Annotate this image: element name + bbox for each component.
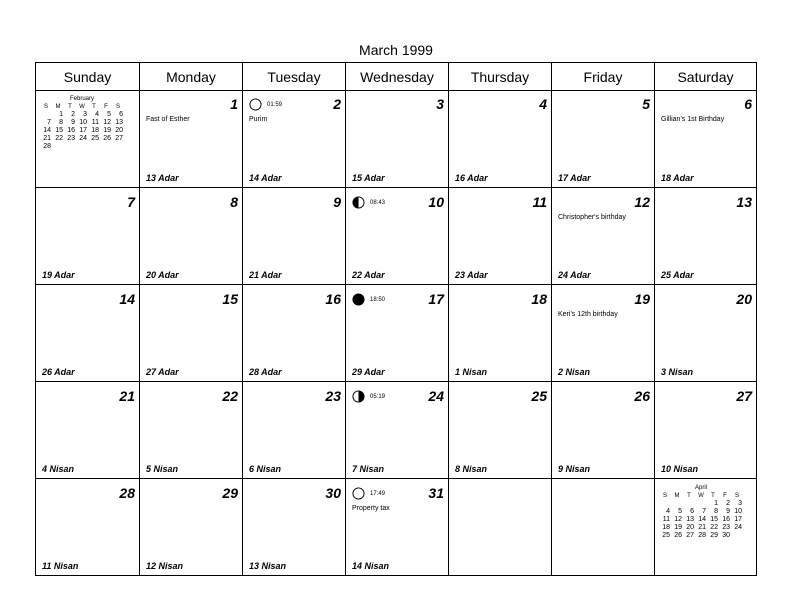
mini-calendar-february-day: 7 [47, 119, 51, 126]
mini-calendar-april-dow: W [698, 493, 704, 499]
mini-calendar-february-day: 28 [43, 143, 51, 150]
hebrew-date: 14 Adar [249, 173, 282, 183]
day-number: 2 [333, 96, 341, 112]
day-cell-11[interactable] [448, 187, 551, 284]
day-cell-13[interactable] [654, 187, 756, 284]
mini-calendar-february-dow: W [79, 104, 85, 110]
day-number: 26 [634, 388, 650, 404]
mini-calendar-april-day [695, 500, 707, 508]
mini-calendar-april-day: 16 [722, 516, 730, 523]
mini-calendar-february-day: 20 [115, 127, 123, 134]
day-number: 25 [531, 388, 547, 404]
hebrew-date: 19 Adar [42, 270, 75, 280]
day-cell-20[interactable] [654, 284, 756, 381]
weekday-header-row [36, 63, 756, 91]
day-cell-9[interactable] [242, 187, 345, 284]
mini-calendar-february-day: 4 [95, 111, 99, 118]
mini-calendar-april-day: 19 [674, 524, 682, 531]
mini-calendar-february-day: 17 [79, 127, 87, 134]
mini-calendar-february-day: 22 [55, 135, 63, 142]
day-number: 14 [119, 291, 135, 307]
moon-phase-time: 18:50 [370, 297, 386, 303]
hebrew-date: 10 Nisan [661, 464, 699, 474]
mini-calendar-april-day [659, 500, 671, 508]
day-number: 29 [222, 485, 238, 501]
mini-calendar-april-day: 21 [698, 524, 706, 531]
mini-calendar-february-dow: F [104, 104, 108, 110]
mini-calendar-february-day: 10 [79, 119, 87, 126]
mini-calendar-february-dow: T [92, 104, 96, 110]
mini-calendar-february-day [52, 143, 64, 151]
day-number: 27 [736, 388, 752, 404]
mini-calendar-april-day: 22 [710, 524, 718, 531]
hebrew-date: 18 Adar [661, 173, 694, 183]
day-number: 11 [532, 194, 547, 210]
full-moon-icon [352, 487, 365, 500]
hebrew-date: 2 Nisan [558, 367, 591, 377]
mini-calendar-february-day: 13 [115, 119, 123, 126]
weekday-header-friday: Friday [551, 63, 654, 90]
hebrew-date: 16 Adar [455, 173, 488, 183]
day-number: 17 [428, 291, 444, 307]
day-number: 20 [736, 291, 752, 307]
day-number: 18 [531, 291, 547, 307]
day-cell-31[interactable] [345, 478, 448, 575]
mini-calendar-april-day: 18 [662, 524, 670, 531]
hebrew-date: 8 Nisan [455, 464, 488, 474]
hebrew-date: 13 Nisan [249, 561, 287, 571]
mini-calendar-april-day: 17 [734, 516, 742, 523]
new-moon-icon [352, 293, 365, 306]
mini-calendar-april-day: 13 [686, 516, 694, 523]
empty-day-cell [448, 478, 551, 575]
mini-calendar-february-day: 3 [83, 111, 87, 118]
event-label[interactable]: Gillian's 1st Birthday [661, 116, 725, 123]
hebrew-date: 11 Nisan [42, 561, 79, 571]
mini-calendar-april-dow: T [687, 493, 691, 499]
day-cell-14[interactable] [36, 284, 139, 381]
empty-day-cell [36, 90, 139, 187]
day-number: 24 [428, 388, 444, 404]
empty-day-cell [551, 478, 654, 575]
day-number: 30 [325, 485, 341, 501]
day-cell-22[interactable] [139, 381, 242, 478]
mini-calendar-april-day: 29 [710, 532, 718, 539]
day-cell-24[interactable] [345, 381, 448, 478]
mini-calendar-april-day: 30 [722, 532, 730, 539]
weekday-header-sunday: Sunday [63, 69, 112, 85]
mini-calendar-february-day [40, 111, 52, 119]
day-number: 7 [127, 194, 135, 210]
mini-calendar-april-day: 6 [690, 508, 694, 515]
mini-calendar-april-day: 4 [666, 508, 670, 515]
first-quarter-moon-icon [352, 390, 365, 403]
day-cell-5[interactable] [551, 90, 654, 187]
day-cell-19[interactable] [551, 284, 654, 381]
mini-calendar-april-dow: F [723, 493, 727, 499]
mini-calendar-april-day: 2 [726, 500, 730, 507]
day-cell-4[interactable] [448, 90, 551, 187]
mini-calendar-april-day: 23 [722, 524, 730, 531]
moon-phase-time: 05:19 [370, 394, 386, 400]
mini-calendar-february-day [76, 143, 88, 151]
mini-calendar-february-day: 23 [67, 135, 75, 142]
hebrew-date: 5 Nisan [146, 464, 179, 474]
weekday-header-wednesday: Wednesday [345, 63, 448, 90]
weekday-header-thursday: Thursday [448, 63, 551, 90]
hebrew-date: 24 Adar [558, 270, 591, 280]
mini-calendar-february-day [100, 143, 112, 151]
mini-calendar-april-day [731, 532, 743, 540]
mini-calendar-february-day: 21 [43, 135, 51, 142]
day-number: 23 [325, 388, 341, 404]
event-label[interactable]: Christopher's birthday [558, 214, 626, 221]
empty-day-cell [654, 478, 756, 575]
hebrew-date: 15 Adar [352, 173, 385, 183]
day-cell-26[interactable] [551, 381, 654, 478]
day-cell-7[interactable] [36, 187, 139, 284]
mini-calendar-february-day [112, 143, 124, 151]
mini-calendar-february-table [40, 103, 124, 151]
mini-calendar-april-day: 8 [714, 508, 718, 515]
day-number: 10 [428, 194, 444, 210]
day-cell-8[interactable] [139, 187, 242, 284]
mini-calendar-april-day: 5 [678, 508, 682, 515]
hebrew-date: 14 Nisan [352, 561, 390, 571]
mini-calendar-april-title: April [694, 485, 707, 491]
mini-calendar-february-day: 14 [43, 127, 51, 134]
hebrew-date: 12 Nisan [146, 561, 184, 571]
calendar-title: March 1999 [359, 42, 433, 58]
mini-calendar-february-day: 26 [103, 135, 111, 142]
mini-calendar-february-day: 15 [55, 127, 63, 134]
mini-calendar-april [659, 485, 743, 540]
day-number: 12 [634, 194, 650, 210]
mini-calendar-february-day: 1 [59, 111, 63, 118]
mini-calendar-february-day [88, 143, 100, 151]
mini-calendar-april-day: 1 [714, 500, 718, 507]
month-grid [35, 62, 757, 576]
mini-calendar-february-day: 24 [79, 135, 87, 142]
hebrew-date: 23 Adar [455, 270, 488, 280]
mini-calendar-april-day: 9 [726, 508, 730, 515]
hebrew-date: 4 Nisan [42, 464, 75, 474]
hebrew-date: 13 Adar [146, 173, 179, 183]
mini-calendar-april-day: 28 [698, 532, 706, 539]
mini-calendar-april-dow: T [711, 493, 715, 499]
mini-calendar-april-day: 15 [710, 516, 718, 523]
day-cell-25[interactable] [448, 381, 551, 478]
day-cell-16[interactable] [242, 284, 345, 381]
day-cell-18[interactable] [448, 284, 551, 381]
mini-calendar-february-dow: M [55, 104, 61, 110]
day-cell-15[interactable] [139, 284, 242, 381]
hebrew-date: 1 Nisan [455, 367, 488, 377]
day-number: 21 [119, 388, 135, 404]
day-number: 1 [230, 96, 238, 112]
day-number: 8 [230, 194, 238, 210]
mini-calendar-april-day: 12 [674, 516, 682, 523]
mini-calendar-february-dow: S [43, 104, 48, 110]
day-number: 3 [436, 96, 444, 112]
hebrew-date: 9 Nisan [558, 464, 591, 474]
day-cell-2[interactable] [242, 90, 345, 187]
day-cell-29[interactable] [139, 478, 242, 575]
mini-calendar-april-day: 25 [662, 532, 670, 539]
day-number: 22 [222, 388, 238, 404]
mini-calendar-february-day: 6 [119, 111, 123, 118]
mini-calendar-april-day [671, 500, 683, 508]
full-moon-icon [249, 98, 262, 111]
hebrew-date: 27 Adar [146, 367, 179, 377]
mini-calendar-april-dow: M [674, 493, 680, 499]
day-cell-17[interactable] [345, 284, 448, 381]
day-cell-1[interactable] [139, 90, 242, 187]
day-cell-30[interactable] [242, 478, 345, 575]
mini-calendar-february-day: 9 [71, 119, 75, 126]
mini-calendar-february-day: 11 [91, 119, 99, 126]
hebrew-date: 3 Nisan [661, 367, 694, 377]
last-quarter-moon-icon [352, 196, 365, 209]
weekday-header-tuesday: Tuesday [242, 63, 345, 90]
event-label[interactable]: Fast of Esther [146, 116, 190, 123]
mini-calendar-february-day: 5 [107, 111, 111, 118]
mini-calendar-april-dow: S [662, 493, 667, 499]
mini-calendar-april-day: 27 [686, 532, 694, 539]
day-cell-21[interactable] [36, 381, 139, 478]
mini-calendar-february-day: 25 [91, 135, 99, 142]
day-number: 4 [539, 96, 547, 112]
mini-calendar-february-day: 27 [115, 135, 123, 142]
moon-phase-time: 08:43 [370, 200, 386, 206]
day-number: 16 [325, 291, 341, 307]
hebrew-date: 6 Nisan [249, 464, 282, 474]
day-number: 15 [222, 291, 238, 307]
day-cell-6[interactable] [654, 90, 756, 187]
mini-calendar-february-day [64, 143, 76, 151]
day-number: 19 [634, 291, 650, 307]
event-label[interactable]: Property tax [352, 505, 390, 512]
mini-calendar-february-day: 19 [103, 127, 111, 134]
mini-calendar-february-day: 16 [67, 127, 75, 134]
mini-calendar-april-dow: S [734, 493, 739, 499]
day-cell-12[interactable] [551, 187, 654, 284]
mini-calendar-april-day: 14 [698, 516, 706, 523]
hebrew-date: 26 Adar [42, 367, 75, 377]
mini-calendar-april-day: 26 [674, 532, 682, 539]
day-number: 13 [736, 194, 752, 210]
mini-calendar-february-day: 18 [91, 127, 99, 134]
moon-phase-time: 01:59 [267, 102, 283, 108]
hebrew-date: 22 Adar [352, 270, 385, 280]
hebrew-date: 7 Nisan [352, 464, 385, 474]
mini-calendar-february-title: February [69, 96, 94, 102]
hebrew-date: 17 Adar [558, 173, 591, 183]
day-cell-28[interactable] [36, 478, 139, 575]
mini-calendar-april-day: 10 [734, 508, 742, 515]
mini-calendar-april-day: 3 [738, 500, 742, 507]
hebrew-date: 21 Adar [249, 270, 282, 280]
mini-calendar-february-day: 12 [103, 119, 111, 126]
hebrew-date: 20 Adar [146, 270, 179, 280]
day-number: 28 [119, 485, 135, 501]
mini-calendar-april-table [659, 492, 743, 540]
mini-calendar-april-day [683, 500, 695, 508]
mini-calendar-february-day: 2 [71, 111, 75, 118]
mini-calendar-april-day: 20 [686, 524, 694, 531]
weekday-header-saturday: Saturday [654, 63, 756, 90]
day-number: 31 [428, 485, 444, 501]
moon-phase-time: 17:49 [370, 491, 386, 497]
mini-calendar-february-day: 8 [59, 119, 63, 126]
event-label[interactable]: Keri's 12th birthday [558, 311, 618, 318]
day-number: 9 [333, 194, 341, 210]
day-cell-23[interactable] [242, 381, 345, 478]
weekday-header-monday: Monday [139, 63, 242, 90]
hebrew-date: 29 Adar [352, 367, 385, 377]
day-cell-10[interactable] [345, 187, 448, 284]
mini-calendar-april-day: 7 [702, 508, 706, 515]
day-cell-27[interactable] [654, 381, 756, 478]
mini-calendar-april-day: 24 [734, 524, 742, 531]
mini-calendar-february-dow: S [115, 104, 120, 110]
mini-calendar-april-day: 11 [662, 516, 670, 523]
hebrew-date: 25 Adar [661, 270, 694, 280]
day-number: 5 [642, 96, 650, 112]
day-number: 6 [744, 96, 752, 112]
day-cell-3[interactable] [345, 90, 448, 187]
mini-calendar-february [40, 96, 124, 151]
event-label[interactable]: Purim [249, 116, 268, 123]
mini-calendar-february-dow: T [68, 104, 72, 110]
hebrew-date: 28 Adar [249, 367, 282, 377]
